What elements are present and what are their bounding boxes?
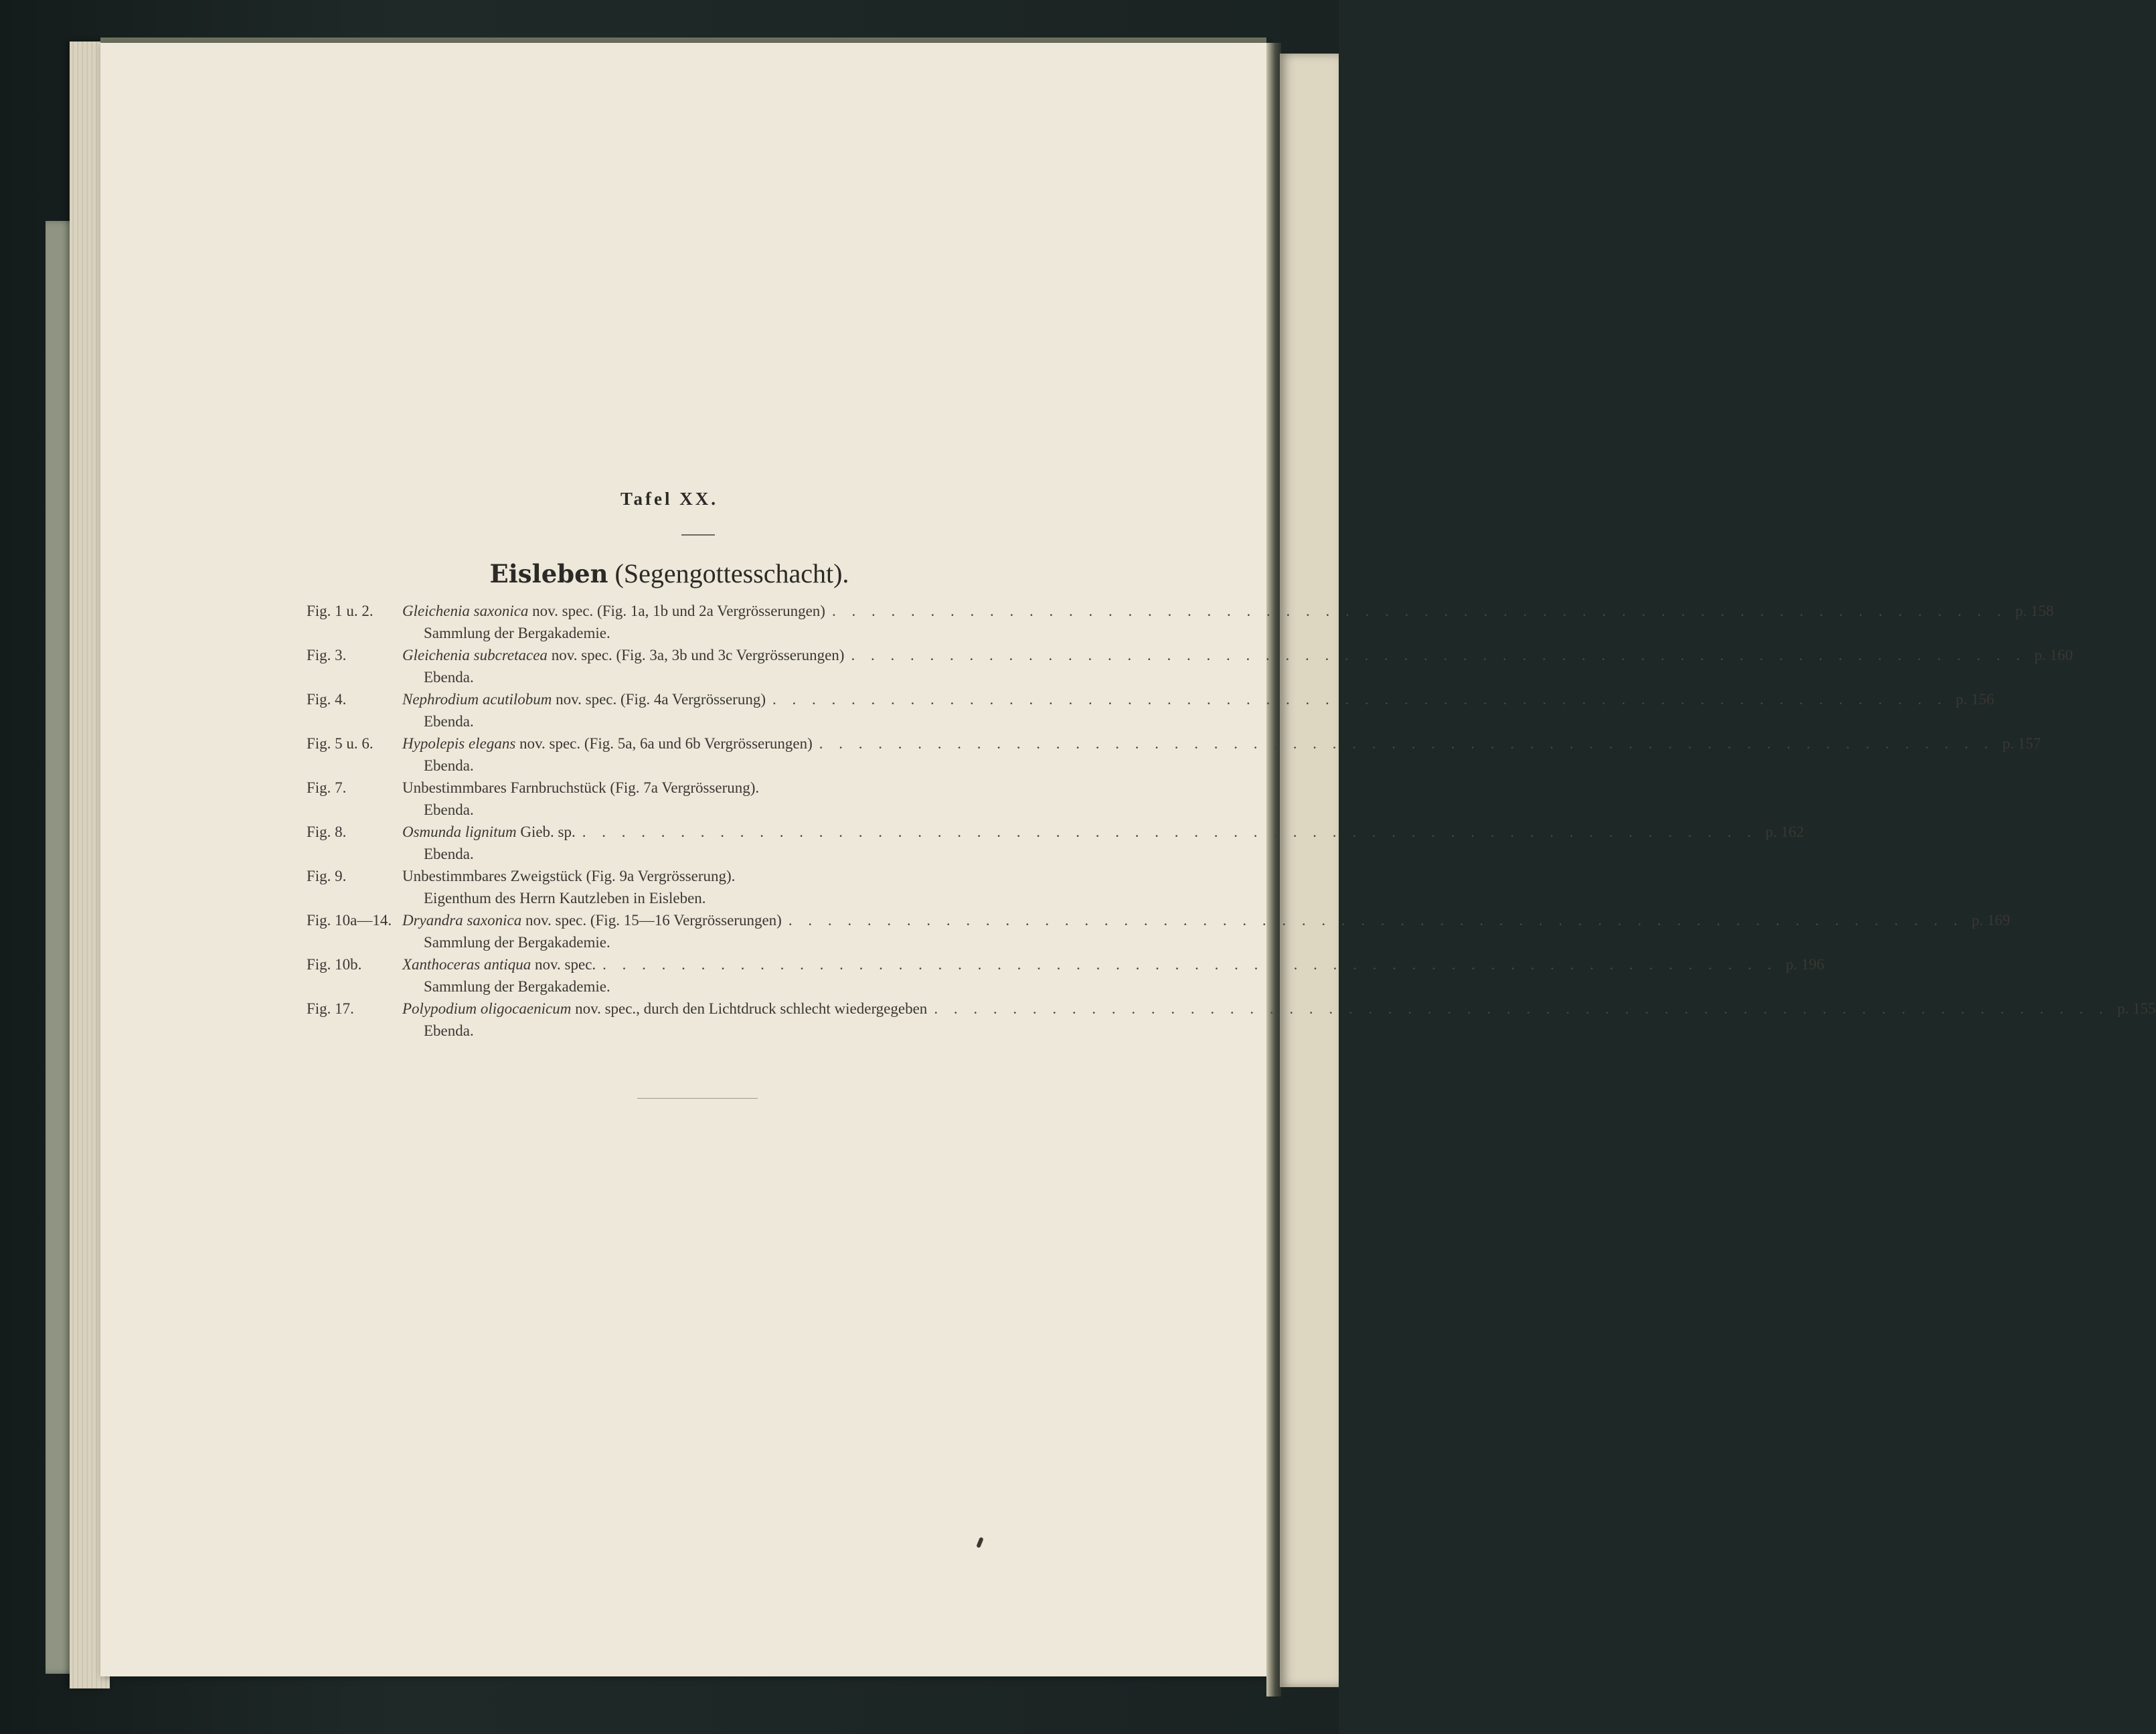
figure-number: Fig. 9. <box>307 868 347 884</box>
closing-rule <box>637 1098 758 1099</box>
dot-leader: . . . . . . . . . . . . . . . . . . . . . . . . . . . . . . . . . . . . . . . . . . . . . . . . . . . . . . . . . . . . <box>934 1000 2109 1017</box>
specimen-source: Ebenda. <box>424 846 474 862</box>
specimen-source: Ebenda. <box>424 757 474 774</box>
figure-entry-line <box>307 953 1825 975</box>
taxon-name: Polypodium oligocaenicum <box>402 1000 572 1017</box>
taxon-name: Gleichenia subcretacea <box>402 647 548 663</box>
description-text: nov. spec., durch den Lichtdruck schlecht wiedergegeben <box>571 1000 928 1017</box>
dot-leader: . . . . . . . . . . . . . . . . . . . . . . . . . . . . . . . . . . . . . . . . . . . . . . . . . . . . . . . . . . . . <box>788 912 1964 929</box>
figure-number: Fig. 10b. <box>307 956 362 973</box>
dot-leader: . . . . . . . . . . . . . . . . . . . . . . . . . . . . . . . . . . . . . . . . . . . . . . . . . . . . . . . . . . . . <box>851 647 2026 663</box>
taxon-name: Gleichenia saxonica <box>402 603 529 619</box>
figure-description <box>402 998 927 1020</box>
specimen-source: Ebenda. <box>424 801 474 818</box>
page-reference: p. 156 <box>1955 691 1995 708</box>
figure-entry <box>307 953 1825 998</box>
figure-entry-line <box>307 909 2011 931</box>
page-reference: p. 157 <box>2002 735 2042 752</box>
figure-description <box>402 953 596 975</box>
description-text: nov. spec. (Fig. 1a, 1b und 2a Vergrösserungen) <box>528 603 825 619</box>
taxon-name: Xanthoceras antiqua <box>402 956 531 973</box>
figure-description <box>402 909 782 931</box>
figure-entry-line <box>307 600 2054 622</box>
figure-entry <box>307 732 2042 777</box>
facing-page <box>1280 54 1339 1687</box>
figure-description <box>402 600 825 622</box>
book-gutter <box>1266 43 1281 1697</box>
specimen-source: Sammlung der Bergakademie. <box>424 934 610 951</box>
description-text: nov. spec. (Fig. 4a Vergrösserung) <box>552 691 766 708</box>
figure-entry <box>307 688 1995 732</box>
figure-description <box>402 644 844 666</box>
description-text: nov. spec. (Fig. 3a, 3b und 3c Vergrösserungen) <box>547 647 845 663</box>
page-reference: p. 155 <box>2117 1000 2156 1017</box>
figure-description <box>402 732 813 755</box>
figure-entry <box>307 644 2073 688</box>
description-text: nov. spec. (Fig. 5a, 6a und 6b Vergrösserungen) <box>515 735 813 752</box>
figure-description <box>402 821 576 843</box>
figure-entry-line <box>307 644 2073 666</box>
figure-number: Fig. 4. <box>307 691 347 708</box>
dot-leader: . . . . . . . . . . . . . . . . . . . . . . . . . . . . . . . . . . . . . . . . . . . . . . . . . . . . . . . . . . . . <box>582 823 1758 840</box>
locality-heading <box>0 558 1339 589</box>
figure-number: Fig. 17. <box>307 1000 354 1017</box>
description-text: nov. spec. (Fig. 15—16 Vergrösserungen) <box>521 912 782 929</box>
page-reference: p. 158 <box>2015 603 2054 619</box>
figure-entry-line <box>307 688 1995 710</box>
description-text: Unbestimmbares Zweigstück (Fig. 9a Vergrösserung). <box>402 868 736 884</box>
page-reference: p. 160 <box>2034 647 2073 663</box>
figure-entry <box>307 777 1093 821</box>
taxon-name: Osmunda lignitum <box>402 823 517 840</box>
figure-entry <box>307 865 1093 909</box>
title-rule <box>681 534 715 536</box>
figure-number: Fig. 8. <box>307 823 347 840</box>
dot-leader: . . . . . . . . . . . . . . . . . . . . . . . . . . . . . . . . . . . . . . . . . . . . . . . . . . . . . . . . . . . . <box>831 603 2007 619</box>
page-reference: p. 162 <box>1765 823 1805 840</box>
figure-entry-line <box>307 777 1093 799</box>
taxon-name: Hypolepis elegans <box>402 735 516 752</box>
specimen-source: Sammlung der Bergakademie. <box>424 978 610 995</box>
figure-entry-line <box>307 865 1093 887</box>
dot-leader: . . . . . . . . . . . . . . . . . . . . . . . . . . . . . . . . . . . . . . . . . . . . . . . . . . . . . . . . . . . . <box>819 735 1995 752</box>
figure-entry-line <box>307 998 2156 1020</box>
locality-name: Eisleben <box>489 559 608 588</box>
dot-leader: . . . . . . . . . . . . . . . . . . . . . . . . . . . . . . . . . . . . . . . . . . . . . . . . . . . . . . . . . . . . <box>602 956 1778 973</box>
figure-entry-line <box>307 821 1805 843</box>
figure-number: Fig. 10a—14. <box>307 912 392 929</box>
description-text: nov. spec. <box>531 956 596 973</box>
specimen-source: Sammlung der Bergakademie. <box>424 625 610 641</box>
specimen-source: Ebenda. <box>424 1022 474 1039</box>
figure-entry <box>307 600 2054 644</box>
figure-entry <box>307 998 2156 1042</box>
figure-number: Fig. 5 u. 6. <box>307 735 374 752</box>
specimen-source: Ebenda. <box>424 669 474 686</box>
plate-title: Tafel XX. <box>620 489 718 509</box>
figure-entry-line <box>307 732 2042 755</box>
specimen-source: Eigenthum des Herrn Kautzleben in Eisleben. <box>424 890 706 907</box>
figure-description <box>402 777 759 799</box>
page-reference: p. 169 <box>1971 912 2011 929</box>
figure-list <box>307 600 2156 1042</box>
taxon-name: Dryandra saxonica <box>402 912 522 929</box>
description-text: Unbestimmbares Farnbruchstück (Fig. 7a Vergrösserung). <box>402 779 760 796</box>
figure-description <box>402 865 735 887</box>
figure-entry <box>307 909 2011 953</box>
figure-entry <box>307 821 1805 865</box>
specimen-source: Ebenda. <box>424 713 474 730</box>
page-reference: p. 196 <box>1785 956 1825 973</box>
figure-description <box>402 688 766 710</box>
taxon-name: Nephrodium acutilobum <box>402 691 552 708</box>
locality-detail: (Segengottesschacht). <box>614 558 849 588</box>
dot-leader: . . . . . . . . . . . . . . . . . . . . . . . . . . . . . . . . . . . . . . . . . . . . . . . . . . . . . . . . . . . . <box>772 691 1948 708</box>
figure-number: Fig. 1 u. 2. <box>307 603 374 619</box>
description-text: Gieb. sp. <box>516 823 576 840</box>
figure-number: Fig. 3. <box>307 647 347 663</box>
figure-number: Fig. 7. <box>307 779 347 796</box>
